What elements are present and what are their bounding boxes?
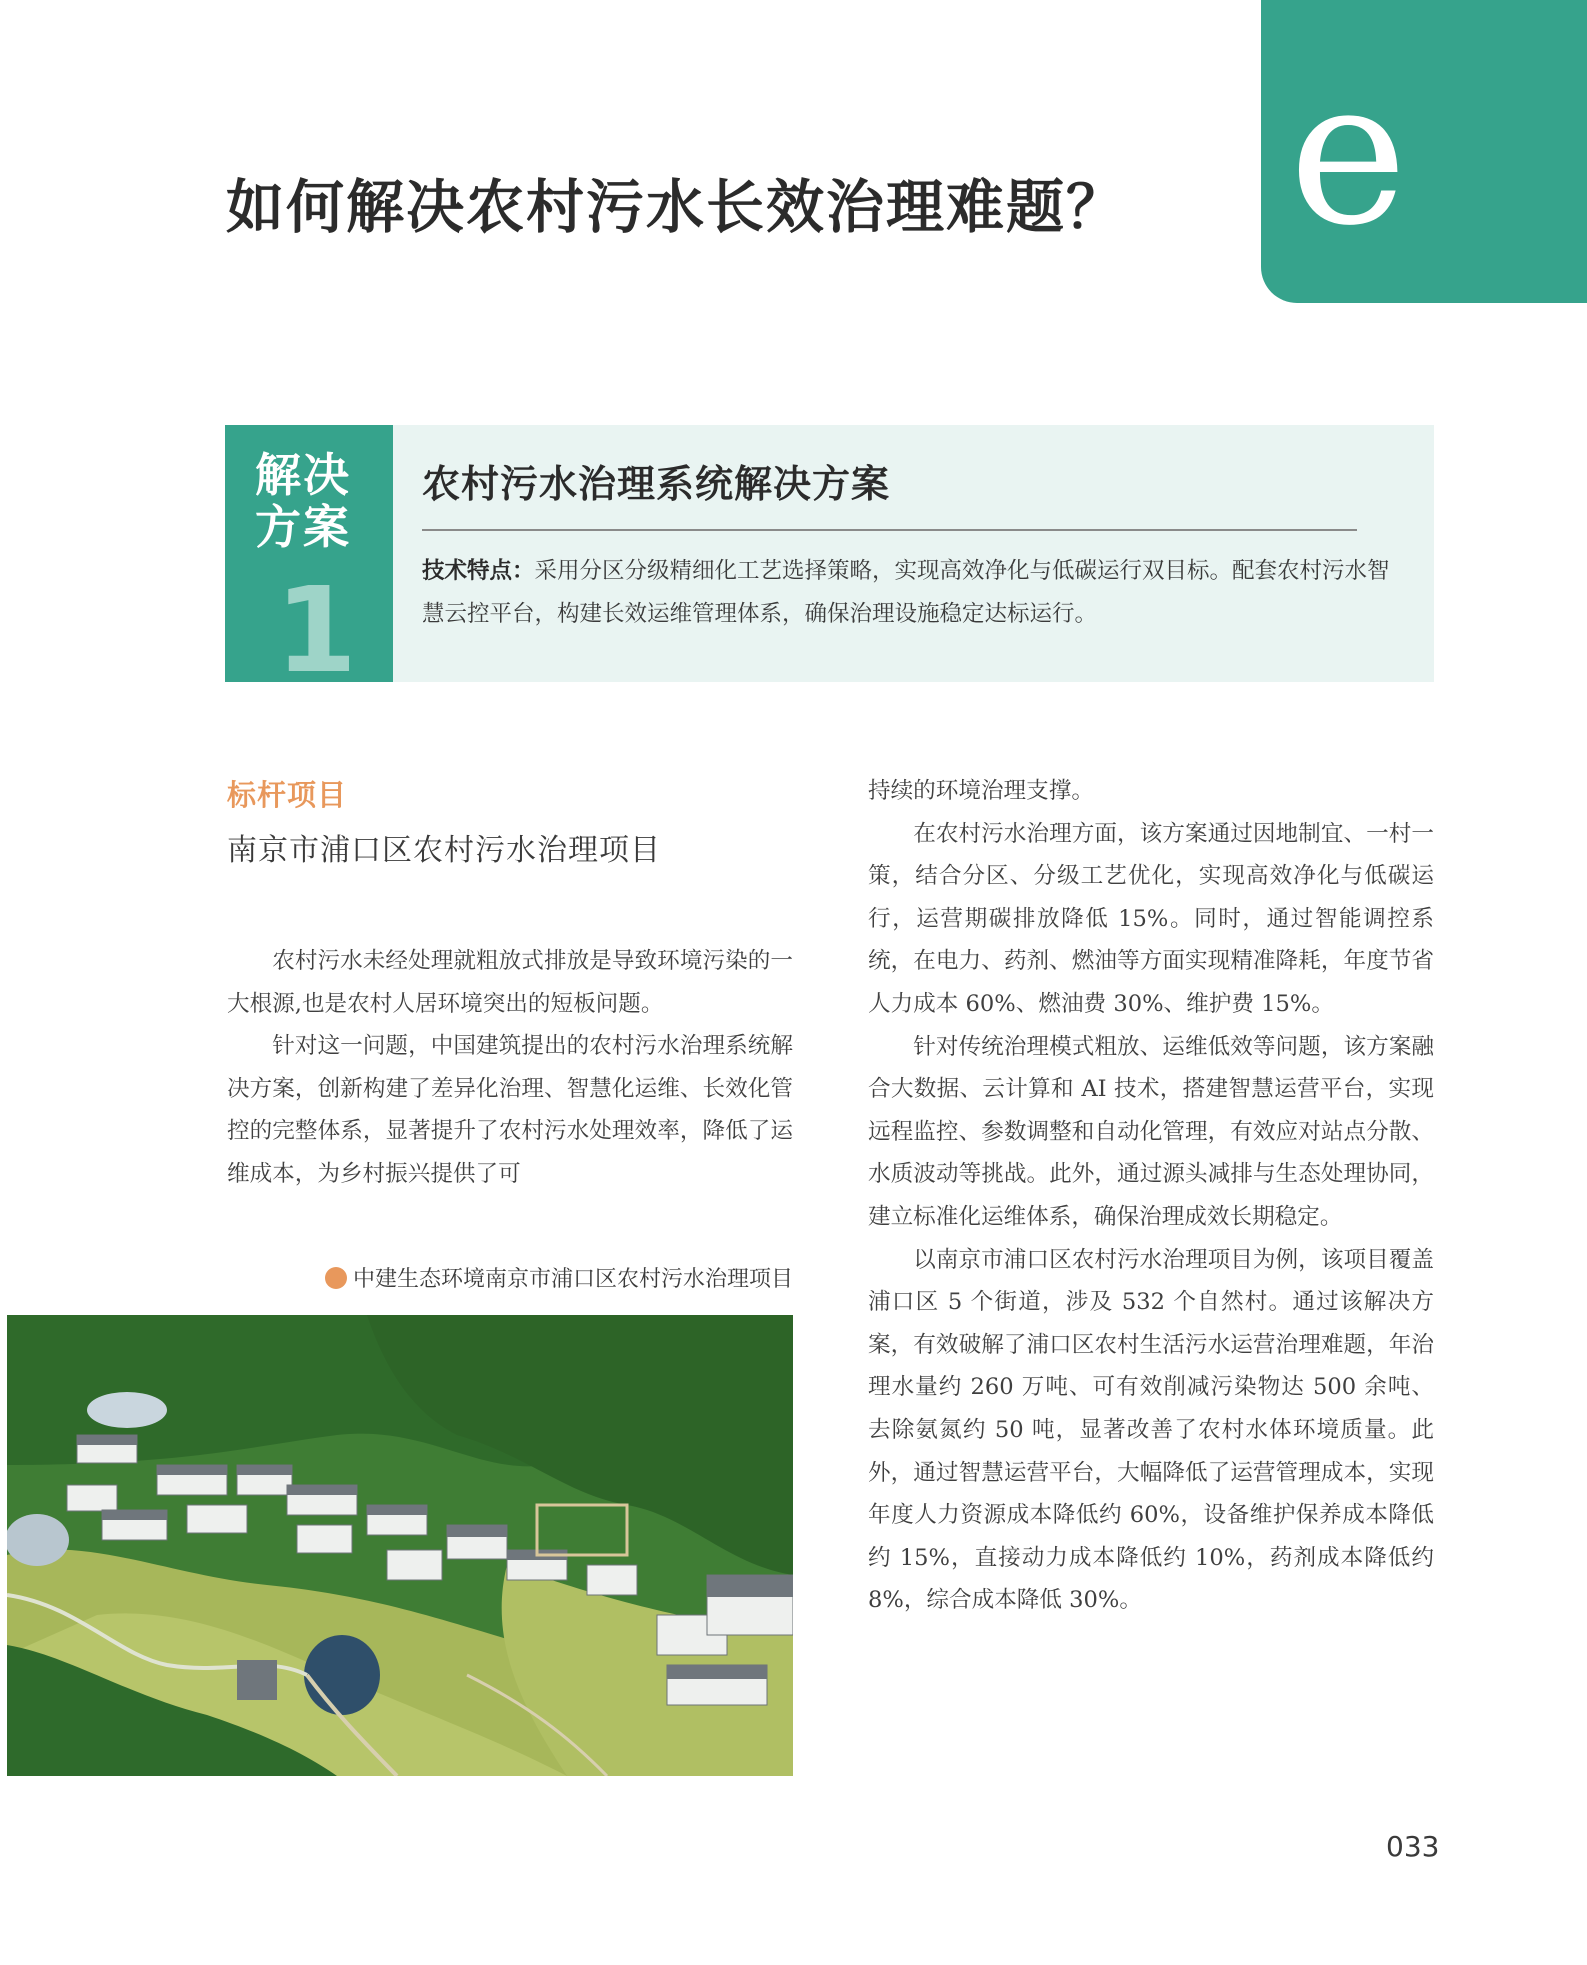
badge-number: 1 [275,561,358,699]
chapter-tab [1261,0,1587,303]
page-title: 如何解决农村污水长效治理难题？ [226,173,1127,241]
paragraph: 以南京市浦口区农村污水治理项目为例，该项目覆盖浦口区 5 个街道，涉及 532 个自然村。通过该解决方案，有效破解了浦口区农村生活污水运营治理难题，年治理水量约 260 万吨、可有效削减污染物达 500 余吨、去除氨氮约 50 吨，显著改善了农村水体环境质量。此外，通过智慧运营平台，大幅降低了运营管理成本，实现年度人力资源成本降低约 60%，设备维护保养成本降低约 15%，直接动力成本降低约 10%，药剂成本降低约 8%，综合成本降低 30%。 [868,1246,1434,1614]
paragraph: 针对这一问题，中国建筑提出的农村污水治理系统解决方案，创新构建了差异化治理、智慧化运维、长效化管控的完整体系，显著提升了农村污水处理效率，降低了运维成本，为乡村振兴提供了可 [227,1033,793,1187]
paragraph: 持续的环境治理支撑。 [868,778,1094,804]
project-name: 南京市浦口区农村污水治理项目 [227,833,661,868]
benchmark-label: 标杆项目 [227,778,348,812]
badge-line-2: 方案 [255,500,351,554]
paragraph: 针对传统治理模式粗放、运维低效等问题，该方案融合大数据、云计算和 AI 技术，搭建智慧运营平台，实现远程监控、参数调整和自动化管理，有效应对站点分散、水质波动等挑战。此外，通过源头减排与生态处理协同，建立标准化运维体系，确保治理成效长期稳定。 [868,1033,1434,1230]
left-column-text [227,940,793,1196]
caption-text: 中建生态环境南京市浦口区农村污水治理项目 [352,1267,793,1292]
tech-features-text: 采用分区分级精细化工艺选择策略，实现高效净化与低碳运行双目标。配套农村污水智慧云控平台，构建长效运维管理体系，确保治理设施稳定达标运行。 [422,558,1390,627]
solution-title: 农村污水治理系统解决方案 [422,462,891,506]
solution-divider [422,529,1357,531]
page-number: 033 [1386,1830,1440,1863]
solution-description [422,550,1412,636]
aerial-village-photo [7,1315,793,1776]
solution-box [225,425,1434,699]
chapter-letter: e [1289,37,1408,270]
tech-features-label: 技术特点： [422,558,535,584]
right-column-text [868,770,1434,1622]
bullet-dot-icon [325,1267,347,1289]
paragraph: 农村污水未经处理就粗放式排放是导致环境污染的一大根源,也是农村人居环境突出的短板问题。 [227,948,793,1017]
badge-label [255,449,375,553]
solution-badge [225,425,393,699]
badge-line-1: 解决 [255,448,351,502]
paragraph: 在农村污水治理方面，该方案通过因地制宜、一村一策，结合分区、分级工艺优化，实现高效净化与低碳运行，运营期碳排放降低 15%。同时，通过智能调控系统，在电力、药剂、燃油等方面实现精准降耗，年度节省人力成本 60%、燃油费 30%、维护费 15%。 [868,820,1434,1017]
photo-caption [300,1262,793,1293]
